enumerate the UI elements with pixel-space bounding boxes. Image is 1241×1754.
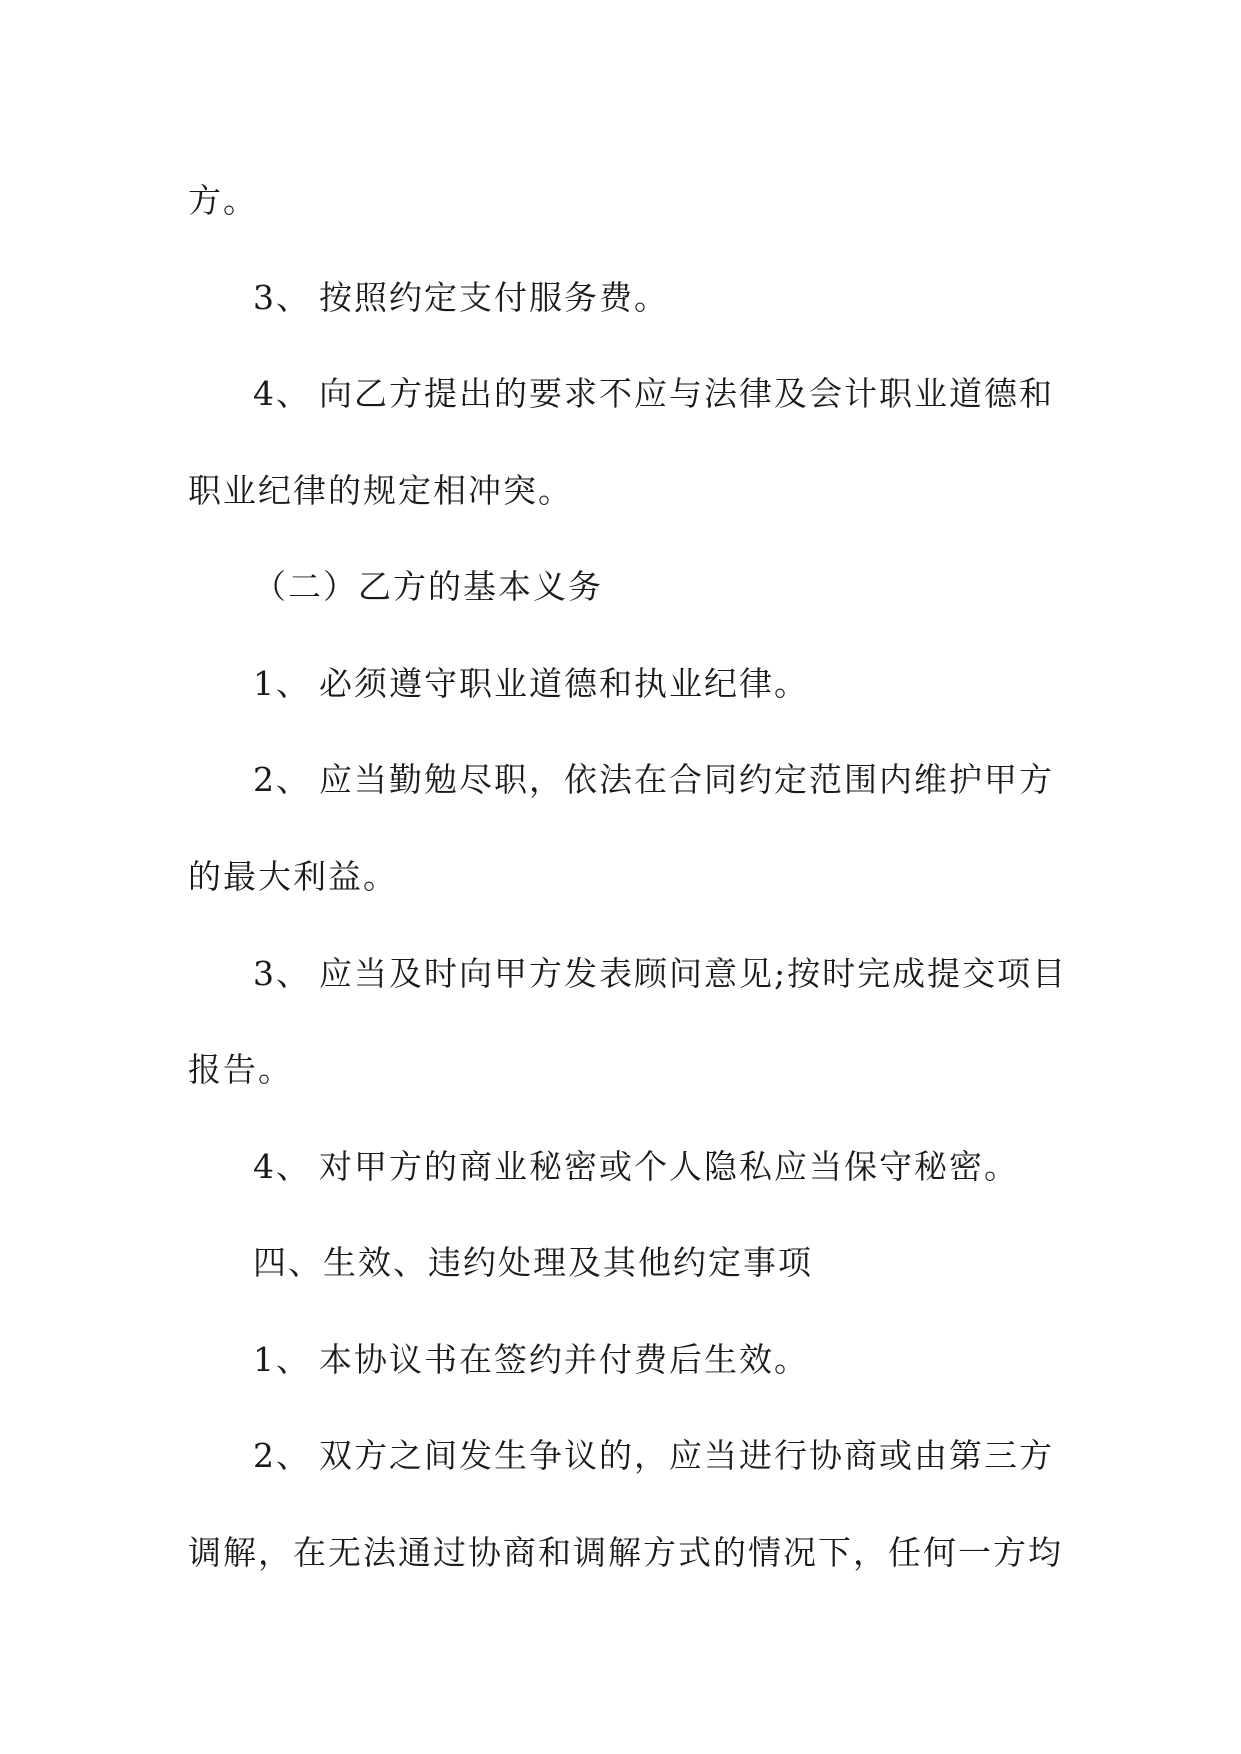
- section-heading-effectiveness: [253, 1233, 1153, 1293]
- heading-text: （二）乙方的基本义务: [253, 567, 603, 606]
- text-line-continuation: [188, 1040, 1088, 1100]
- item-number: 4、: [253, 1147, 311, 1186]
- line-text: 职业纪律的规定相冲突。: [188, 471, 573, 510]
- item-number: 3、: [253, 278, 311, 317]
- list-item-2-diligence: [253, 750, 1153, 810]
- line-text: 调解，在无法通过协商和调解方式的情况下，任何一方均: [188, 1533, 1063, 1572]
- item-text: 应当及时向甲方发表顾问意见;按时完成提交项目: [319, 954, 1068, 993]
- item-text: 对甲方的商业秘密或个人隐私应当保守秘密。: [319, 1147, 1019, 1186]
- text-line-continuation: [188, 847, 1088, 907]
- line-text: 报告。: [188, 1050, 293, 1089]
- item-number: 3、: [253, 954, 311, 993]
- item-number: 4、: [253, 374, 311, 413]
- line-text: 方。: [188, 181, 258, 220]
- text-line-continuation: [188, 1523, 1088, 1583]
- item-text: 向乙方提出的要求不应与法律及会计职业道德和: [319, 374, 1054, 413]
- section-heading-party-b-obligations: [253, 557, 1153, 617]
- list-item-1-effective: [253, 1330, 1153, 1390]
- item-number: 1、: [253, 1340, 311, 1379]
- item-text: 必须遵守职业道德和执业纪律。: [319, 664, 809, 703]
- item-text: 按照约定支付服务费。: [319, 278, 669, 317]
- heading-text: 四、生效、违约处理及其他约定事项: [253, 1243, 813, 1282]
- item-number: 1、: [253, 664, 311, 703]
- list-item-4-confidentiality: [253, 1137, 1153, 1197]
- item-text: 应当勤勉尽职，依法在合同约定范围内维护甲方: [319, 760, 1054, 799]
- list-item-3-advice: [253, 944, 1153, 1004]
- item-number: 2、: [253, 760, 311, 799]
- list-item-3-payment: [253, 268, 1153, 328]
- list-item-2-disputes: [253, 1426, 1153, 1486]
- line-text: 的最大利益。: [188, 857, 398, 896]
- list-item-1-ethics: [253, 654, 1153, 714]
- text-line-continuation: [188, 171, 1088, 231]
- text-line-continuation: [188, 461, 1088, 521]
- list-item-4-requirements: [253, 364, 1153, 424]
- item-text: 双方之间发生争议的，应当进行协商或由第三方: [319, 1436, 1054, 1475]
- item-number: 2、: [253, 1436, 311, 1475]
- item-text: 本协议书在签约并付费后生效。: [319, 1340, 809, 1379]
